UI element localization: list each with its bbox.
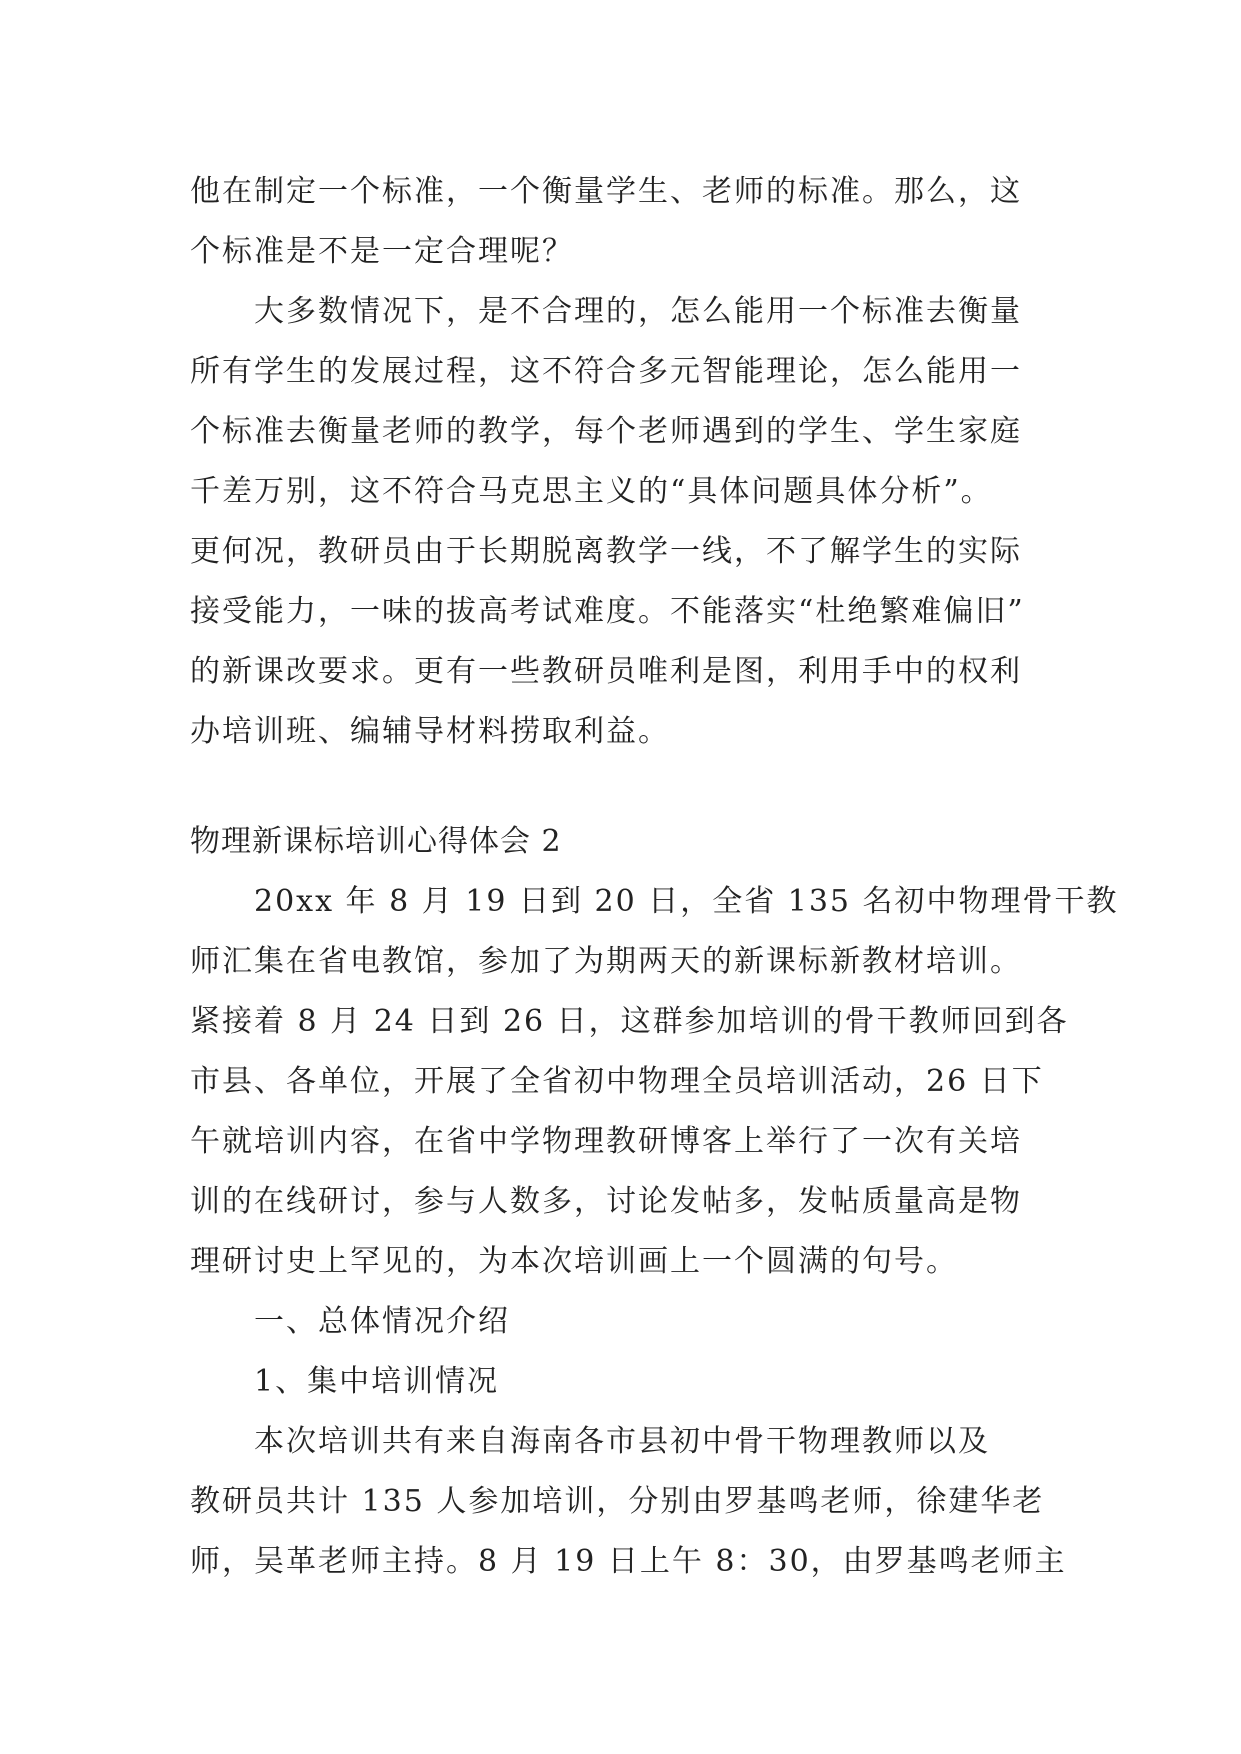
paragraph-line: 更何况，教研员由于长期脱离教学一线，不了解学生的实际: [190, 534, 1022, 569]
paragraph-line: 所有学生的发展过程，这不符合多元智能理论，怎么能用一: [190, 354, 1022, 389]
paragraph-line: 师，吴革老师主持。8 月 19 日上午 8：30，由罗基鸣老师主: [190, 1544, 1067, 1579]
paragraph-line: 的新课改要求。更有一些教研员唯利是图，利用手中的权利: [190, 654, 1022, 689]
paragraph-line: 市县、各单位，开展了全省初中物理全员培训活动，26 日下: [190, 1064, 1044, 1099]
document-body: [190, 162, 1119, 1592]
paragraph-line: 20xx 年 8 月 19 日到 20 日，全省 135 名初中物理骨干教: [254, 884, 1119, 919]
paragraph-line: 理研讨史上罕见的，为本次培训画上一个圆满的句号。: [190, 1244, 958, 1279]
paragraph-line: 师汇集在省电教馆，参加了为期两天的新课标新教材培训。: [190, 944, 1022, 979]
paragraph-line: 个标准是不是一定合理呢？: [190, 234, 574, 269]
subheading: 1、集中培训情况: [254, 1364, 500, 1399]
paragraph-line: 大多数情况下，是不合理的，怎么能用一个标准去衡量: [254, 294, 1022, 329]
paragraph-line: 千差万别，这不符合马克思主义的“具体问题具体分析”。: [190, 474, 993, 509]
paragraph-line: 他在制定一个标准，一个衡量学生、老师的标准。那么，这: [190, 174, 1022, 209]
subheading: 一、总体情况介绍: [254, 1304, 510, 1339]
paragraph-line: 办培训班、编辅导材料捞取利益。: [190, 714, 670, 749]
paragraph-line: 教研员共计 135 人参加培训，分别由罗基鸣老师，徐建华老: [190, 1484, 1045, 1519]
paragraph-line: 本次培训共有来自海南各市县初中骨干物理教师以及: [254, 1424, 990, 1459]
paragraph-line: 午就培训内容，在省中学物理教研博客上举行了一次有关培: [190, 1124, 1022, 1159]
section-heading: 物理新课标培训心得体会 2: [190, 824, 562, 859]
paragraph-line: 接受能力，一味的拔高考试难度。不能落实“杜绝繁难偏旧”: [190, 594, 1025, 629]
paragraph-line: 个标准去衡量老师的教学，每个老师遇到的学生、学生家庭: [190, 414, 1022, 449]
paragraph-line: 紧接着 8 月 24 日到 26 日，这群参加培训的骨干教师回到各: [190, 1004, 1069, 1039]
section-gap: [190, 762, 1050, 812]
paragraph-line: 训的在线研讨，参与人数多，讨论发帖多，发帖质量高是物: [190, 1184, 1022, 1219]
